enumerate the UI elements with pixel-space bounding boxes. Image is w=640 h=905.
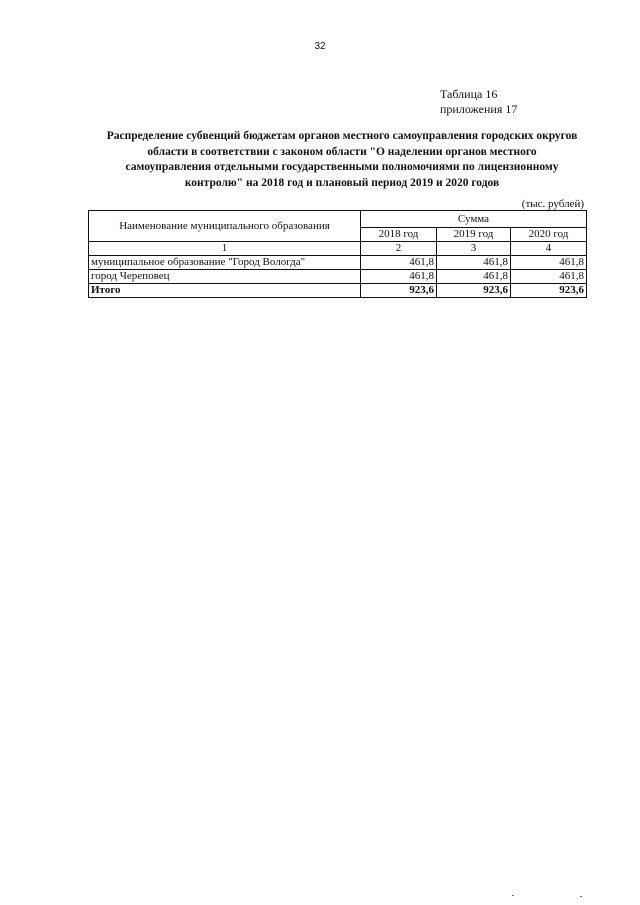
- units-label: (тыс. рублей): [521, 198, 584, 210]
- header-year: 2019 год: [437, 228, 511, 242]
- row-name: муниципальное образование "Город Вологда": [89, 256, 361, 270]
- header-year: 2018 год: [361, 228, 437, 242]
- row-value: 461,8: [361, 270, 437, 284]
- row-name: город Череповец: [89, 270, 361, 284]
- row-value: 461,8: [511, 256, 587, 270]
- total-value: 923,6: [511, 284, 587, 298]
- title-line4: контролю" на 2018 год и плановый период 2019 и 2020 годов: [184, 176, 500, 189]
- page-number: 32: [314, 41, 326, 52]
- subvention-table: [88, 210, 587, 298]
- table-row: [89, 256, 587, 270]
- row-value: 461,8: [511, 270, 587, 284]
- row-value: 461,8: [437, 270, 511, 284]
- table-header-row: [89, 211, 587, 228]
- row-value: 461,8: [437, 256, 511, 270]
- header-name: Наименование муниципального образования: [89, 211, 361, 242]
- document-title: [86, 129, 598, 191]
- total-name: Итого: [89, 284, 361, 298]
- table-reference-line2: приложения 17: [440, 102, 518, 116]
- title-line3: самоуправления отдельными государственными полномочиями по лицензионному: [125, 161, 559, 173]
- table-column-numbers-row: [89, 242, 587, 256]
- table-total-row: [89, 284, 587, 298]
- header-year: 2020 год: [511, 228, 587, 242]
- scan-marks: [0, 885, 640, 905]
- title-line2: области в соответствии с законом области "О наделении органов местного: [147, 145, 537, 158]
- column-number: 2: [361, 242, 437, 256]
- table-row: [89, 270, 587, 284]
- scan-dot: [512, 895, 514, 896]
- header-sum: Сумма: [361, 211, 587, 228]
- row-value: 461,8: [361, 256, 437, 270]
- total-value: 923,6: [361, 284, 437, 298]
- column-number: 1: [89, 242, 361, 256]
- column-number: 4: [511, 242, 587, 256]
- scan-dot: [580, 896, 582, 897]
- table-reference-line1: Таблица 16: [440, 87, 498, 101]
- table-reference: [440, 87, 517, 117]
- total-value: 923,6: [437, 284, 511, 298]
- title-line1: Распределение субвенций бюджетам органов местного самоуправления городских округов: [106, 130, 578, 142]
- column-number: 3: [437, 242, 511, 256]
